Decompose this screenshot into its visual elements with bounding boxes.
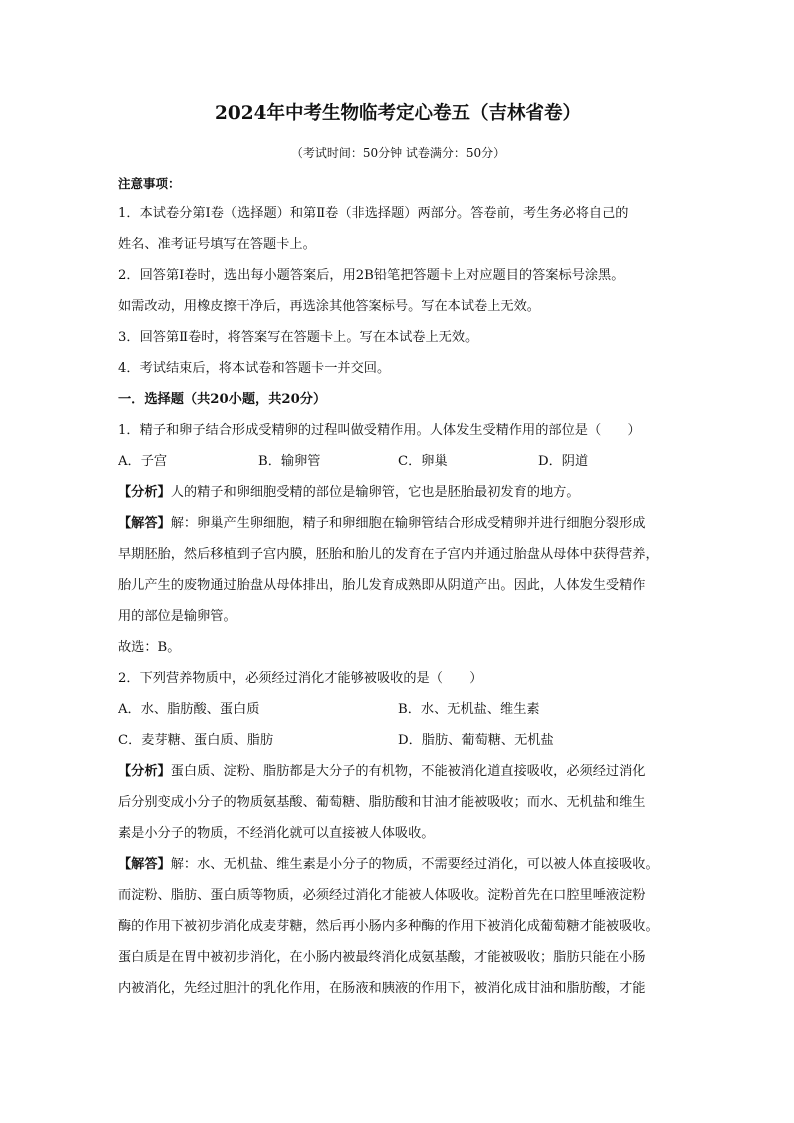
question-2-answer bbox=[118, 849, 678, 880]
question-1-options bbox=[118, 446, 678, 477]
answer-tag: 【解答】 bbox=[118, 857, 171, 872]
question-1-answer bbox=[118, 508, 678, 539]
note-line: 4．考试结束后，将本试卷和答题卡一并交回。 bbox=[118, 361, 391, 376]
question-1-analysis bbox=[118, 477, 678, 508]
analysis-line: 素是小分子的物质，不经消化就可以直接被人体吸收。 bbox=[118, 826, 435, 841]
question-1-choice: 故选：B。 bbox=[118, 640, 181, 655]
note-line: 3．回答第Ⅱ卷时，将答案写在答题卡上。写在本试卷上无效。 bbox=[118, 330, 479, 345]
answer-text: 解：卵巢产生卵细胞，精子和卵细胞在输卵管结合形成受精卵并进行细胞分裂形成 bbox=[170, 516, 646, 531]
section-heading: 一．选择题（共20小题，共20分） bbox=[118, 392, 327, 407]
analysis-text: 蛋白质、淀粉、脂肪都是大分子的有机物，不能被消化道直接吸收，必须经过消化 bbox=[170, 764, 646, 779]
option-b: B．水、无机盐、维生素 bbox=[398, 702, 540, 717]
answer-line: 蛋白质是在胃中被初步消化，在小肠内被最终消化成氨基酸，才能被吸收；脂肪只能在小肠 bbox=[118, 950, 646, 965]
answer-line: 胎儿产生的废物通过胎盘从母体排出，胎儿发育成熟即从阴道产出。因此，人体发生受精作 bbox=[118, 578, 646, 593]
option-c: C．卵巢 bbox=[398, 454, 448, 469]
option-a: A．水、脂肪酸、蛋白质 bbox=[118, 702, 260, 717]
note-line: 姓名、准考证号填写在答题卡上。 bbox=[118, 237, 316, 252]
question-2-options-row-1 bbox=[118, 694, 678, 725]
option-b: B．输卵管 bbox=[258, 454, 321, 469]
note-line: 1．本试卷分第Ⅰ卷（选择题）和第Ⅱ卷（非选择题）两部分。答卷前，考生务必将自己的 bbox=[118, 206, 629, 221]
question-1-stem: 1．精子和卵子结合形成受精卵的过程叫做受精作用。人体发生受精作用的部位是（ ） bbox=[118, 423, 641, 438]
exam-info: （考试时间：50分钟 试卷满分：50分） bbox=[290, 146, 506, 160]
notes-heading: 注意事项： bbox=[118, 176, 181, 191]
answer-line: 而淀粉、脂肪、蛋白质等物质，必须经过消化才能被人体吸收。淀粉首先在口腔里唾液淀粉 bbox=[118, 888, 646, 903]
analysis-line: 后分别变成小分子的物质氨基酸、葡萄糖、脂肪酸和甘油才能被吸收；而水、无机盐和维生 bbox=[118, 795, 646, 810]
question-2-analysis bbox=[118, 756, 678, 787]
note-line: 2．回答第Ⅰ卷时，选出每小题答案后，用2B铅笔把答题卡上对应题目的答案标号涂黑。 bbox=[118, 268, 625, 283]
page-title: 2024年中考生物临考定心卷五（吉林省卷） bbox=[215, 103, 581, 124]
option-a: A．子宫 bbox=[118, 454, 168, 469]
analysis-tag: 【分析】 bbox=[118, 764, 171, 779]
note-line: 如需改动，用橡皮擦干净后，再选涂其他答案标号。写在本试卷上无效。 bbox=[118, 299, 540, 314]
answer-line: 早期胚胎，然后移植到子宫内膜，胚胎和胎儿的发育在子宫内并通过胎盘从母体中获得营养， bbox=[118, 547, 659, 562]
answer-line: 用的部位是输卵管。 bbox=[118, 609, 237, 624]
answer-tag: 【解答】 bbox=[118, 516, 171, 531]
answer-line: 酶的作用下被初步消化成麦芽糖，然后再小肠内多种酶的作用下被消化成葡萄糖才能被吸收。 bbox=[118, 919, 659, 934]
option-d: D．阴道 bbox=[538, 454, 589, 469]
question-2-stem: 2．下列营养物质中，必须经过消化才能够被吸收的是（ ） bbox=[118, 671, 483, 686]
analysis-tag: 【分析】 bbox=[118, 485, 171, 500]
answer-line: 内被消化，先经过胆汁的乳化作用，在肠液和胰液的作用下，被消化成甘油和脂肪酸，才能 bbox=[118, 981, 646, 996]
answer-text: 解：水、无机盐、维生素是小分子的物质，不需要经过消化，可以被人体直接吸收。 bbox=[170, 857, 659, 872]
option-c: C．麦芽糖、蛋白质、脂肪 bbox=[118, 733, 274, 748]
analysis-text: 人的精子和卵细胞受精的部位是输卵管，它也是胚胎最初发育的地方。 bbox=[170, 485, 580, 500]
question-2-options-row-2 bbox=[118, 725, 678, 756]
option-d: D．脂肪、葡萄糖、无机盐 bbox=[398, 733, 554, 748]
exam-page bbox=[118, 100, 678, 1004]
